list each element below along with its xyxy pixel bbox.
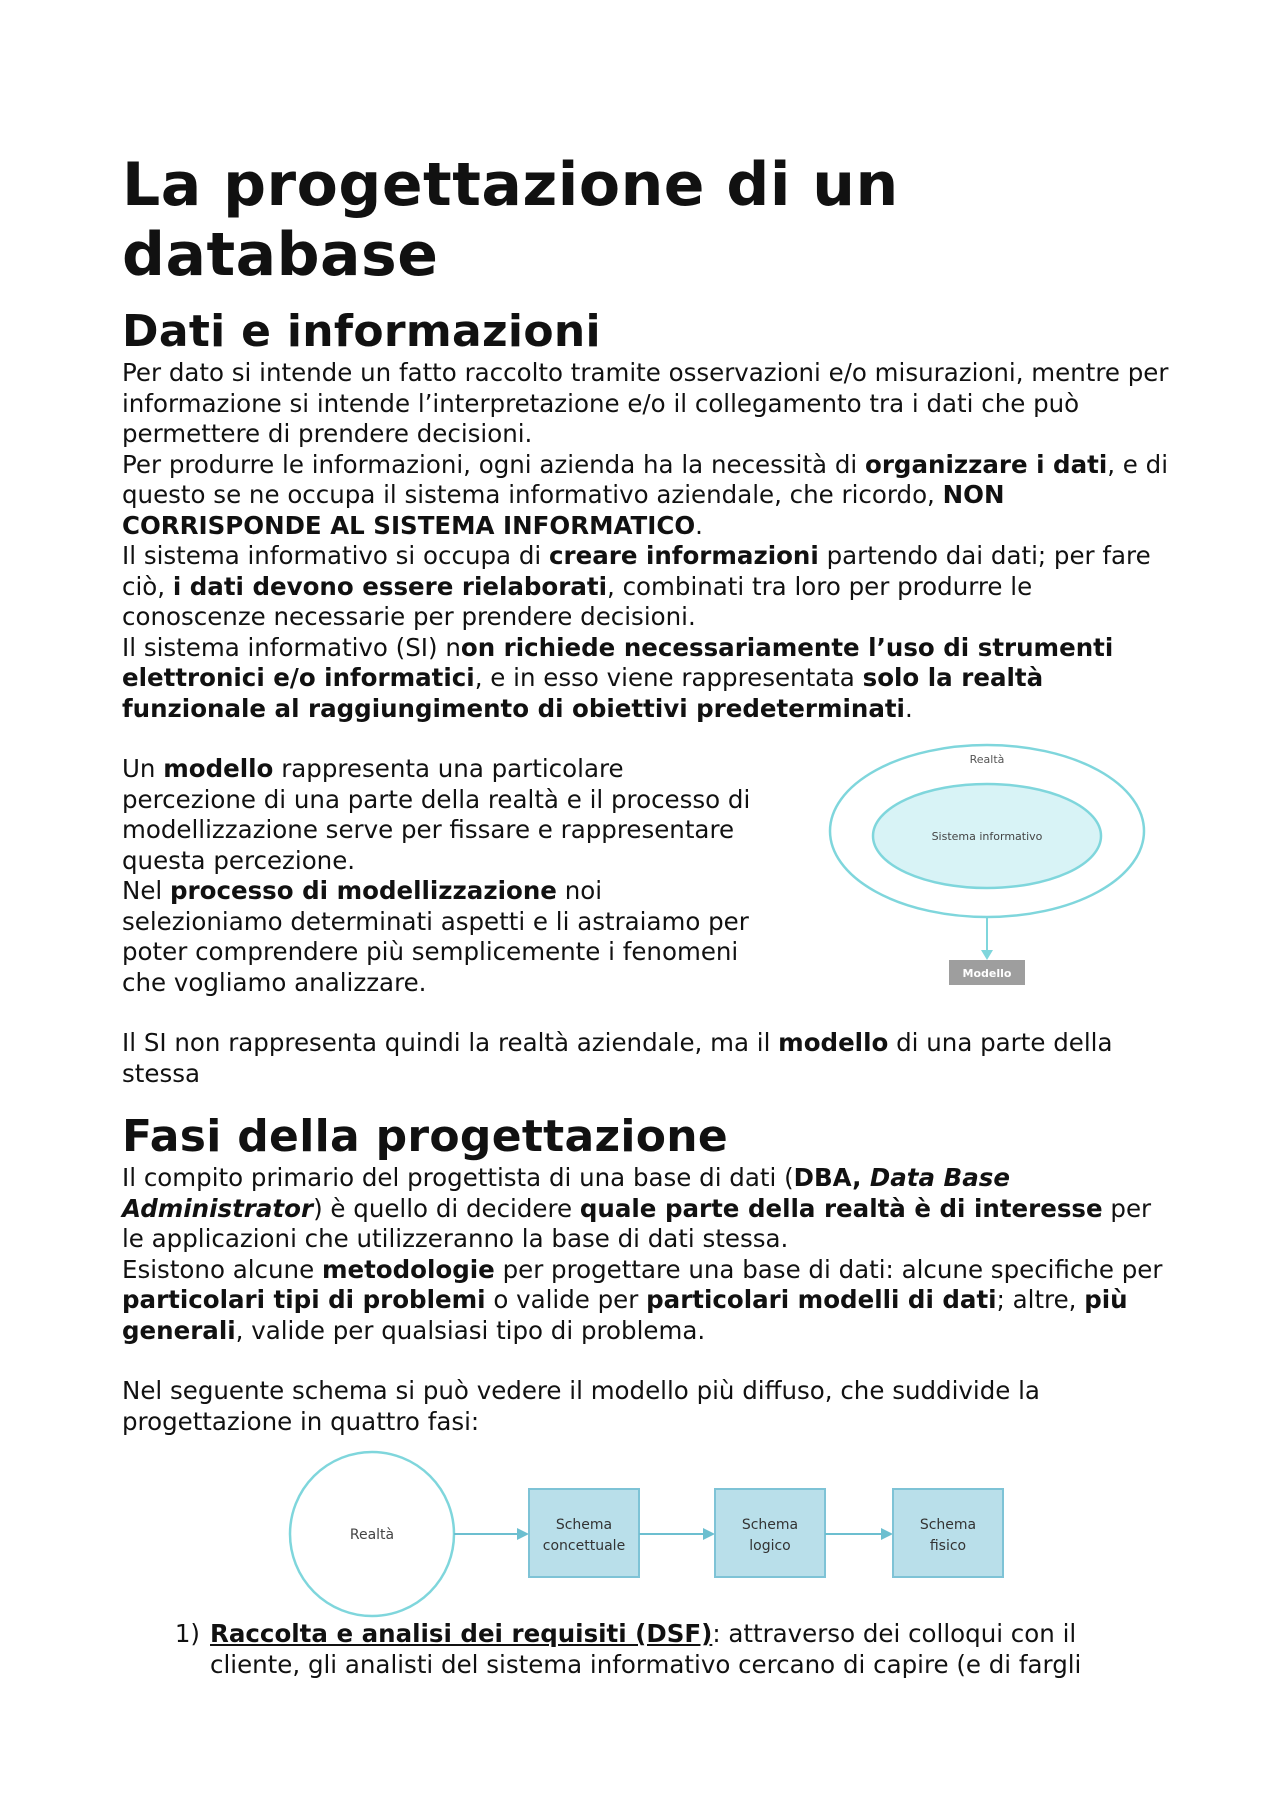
document-title: La progettazione di un database <box>122 150 899 290</box>
list-item-text: Raccolta e analisi dei requisiti (DSF): attraverso dei colloqui con il cliente, gli analisti del sistema informativo cercano di capire (e di fargli <box>210 1619 1082 1679</box>
arrow-3-head-icon <box>881 1528 893 1540</box>
schema-concettuale-box <box>529 1489 639 1577</box>
modello-row <box>122 754 1172 998</box>
schema-concettuale-line1: Schema <box>555 1517 613 1533</box>
schema-logico-line2: logico <box>749 1538 791 1554</box>
paragraph-dato: Per dato si intende un fatto raccolto tramite osservazioni e/o misurazioni, mentre per informazione si intende l’interpretazione e/o il collegamento tra i dati che può permettere di prendere decisioni. <box>122 358 1169 448</box>
sistema-informativo-label: Sistema informativo <box>931 830 1043 843</box>
phases-list <box>122 1619 1172 1680</box>
paragraph-processo: Nel processo di modellizzazione noi selezioniamo determinati aspetti e li astraiamo per poter comprendere più semplicemente i fenomeni che vogliamo analizzare. <box>122 876 749 997</box>
paragraph-organizzare: Per produrre le informazioni, ogni azienda ha la necessità di organizzare i dati, e di questo se ne occupa il sistema informativo aziendale, che ricordo, NON CORRISPONDE AL SISTEMA INFORMATICO. <box>122 449 1169 540</box>
section-heading-fasi: Fasi della progettazione <box>122 1111 729 1162</box>
realta-circle-label: Realtà <box>349 1527 395 1543</box>
paragraph-metodologie: Esistono alcune metodologie per progettare una base di dati: alcune specifiche per particolari tipi di problemi o valide per particolari modelli di dati; altre, più generali, valide per qualsiasi tipo di problema. <box>122 1254 1163 1345</box>
paragraph-si: Il sistema informativo (SI) non richiede necessariamente l’uso di strumenti elettronici e/o informatici, e in esso viene rappresentata solo la realtà funzionale al raggiungimento di obiettivi predeterminati. <box>122 632 1114 723</box>
modello-label: Modello <box>962 967 1012 980</box>
schema-fisico-line2: fisico <box>929 1538 967 1554</box>
realta-diagram <box>822 736 1162 996</box>
paragraph-compito: Il compito primario del progettista di una base di dati (DBA, Data Base Administrator) è quello di decidere quale parte della realtà è di interesse per le applicazioni che utilizzeranno la base di dati stessa. <box>122 1163 1152 1253</box>
arrow-head-icon <box>981 950 993 960</box>
schema-logico-line1: Schema <box>741 1517 799 1533</box>
paragraph-si-modello: Il SI non rappresenta quindi la realtà aziendale, ma il modello di una parte della stessa <box>122 1028 1113 1088</box>
section-heading-dati: Dati e informazioni <box>122 306 601 357</box>
schema-fisico-box <box>893 1489 1003 1577</box>
paragraph-creare: Il sistema informativo si occupa di creare informazioni partendo dai dati; per fare ciò, i dati devono essere rielaborati, combinati tra loro per produrre le conoscenze necessarie per prendere decisioni. <box>122 541 1151 631</box>
realta-label: Realtà <box>969 753 1005 766</box>
list-item-number: 1) <box>174 1619 200 1648</box>
document-page <box>122 150 1172 1680</box>
list-item <box>122 1619 1172 1680</box>
arrow-1-head-icon <box>517 1528 529 1540</box>
paragraph-schema: Nel seguente schema si può vedere il modello più diffuso, che suddivide la progettazione in quattro fasi: <box>122 1376 1040 1436</box>
schema-logico-box <box>715 1489 825 1577</box>
paragraph-modello: Un modello rappresenta una particolare percezione di una parte della realtà e il processo di modellizzazione serve per fissare e rappresentare questa percezione. <box>122 754 751 875</box>
schema-fisico-line1: Schema <box>919 1517 977 1533</box>
schema-concettuale-line2: concettuale <box>542 1538 626 1554</box>
phases-diagram <box>287 1449 1007 1619</box>
arrow-2-head-icon <box>703 1528 715 1540</box>
